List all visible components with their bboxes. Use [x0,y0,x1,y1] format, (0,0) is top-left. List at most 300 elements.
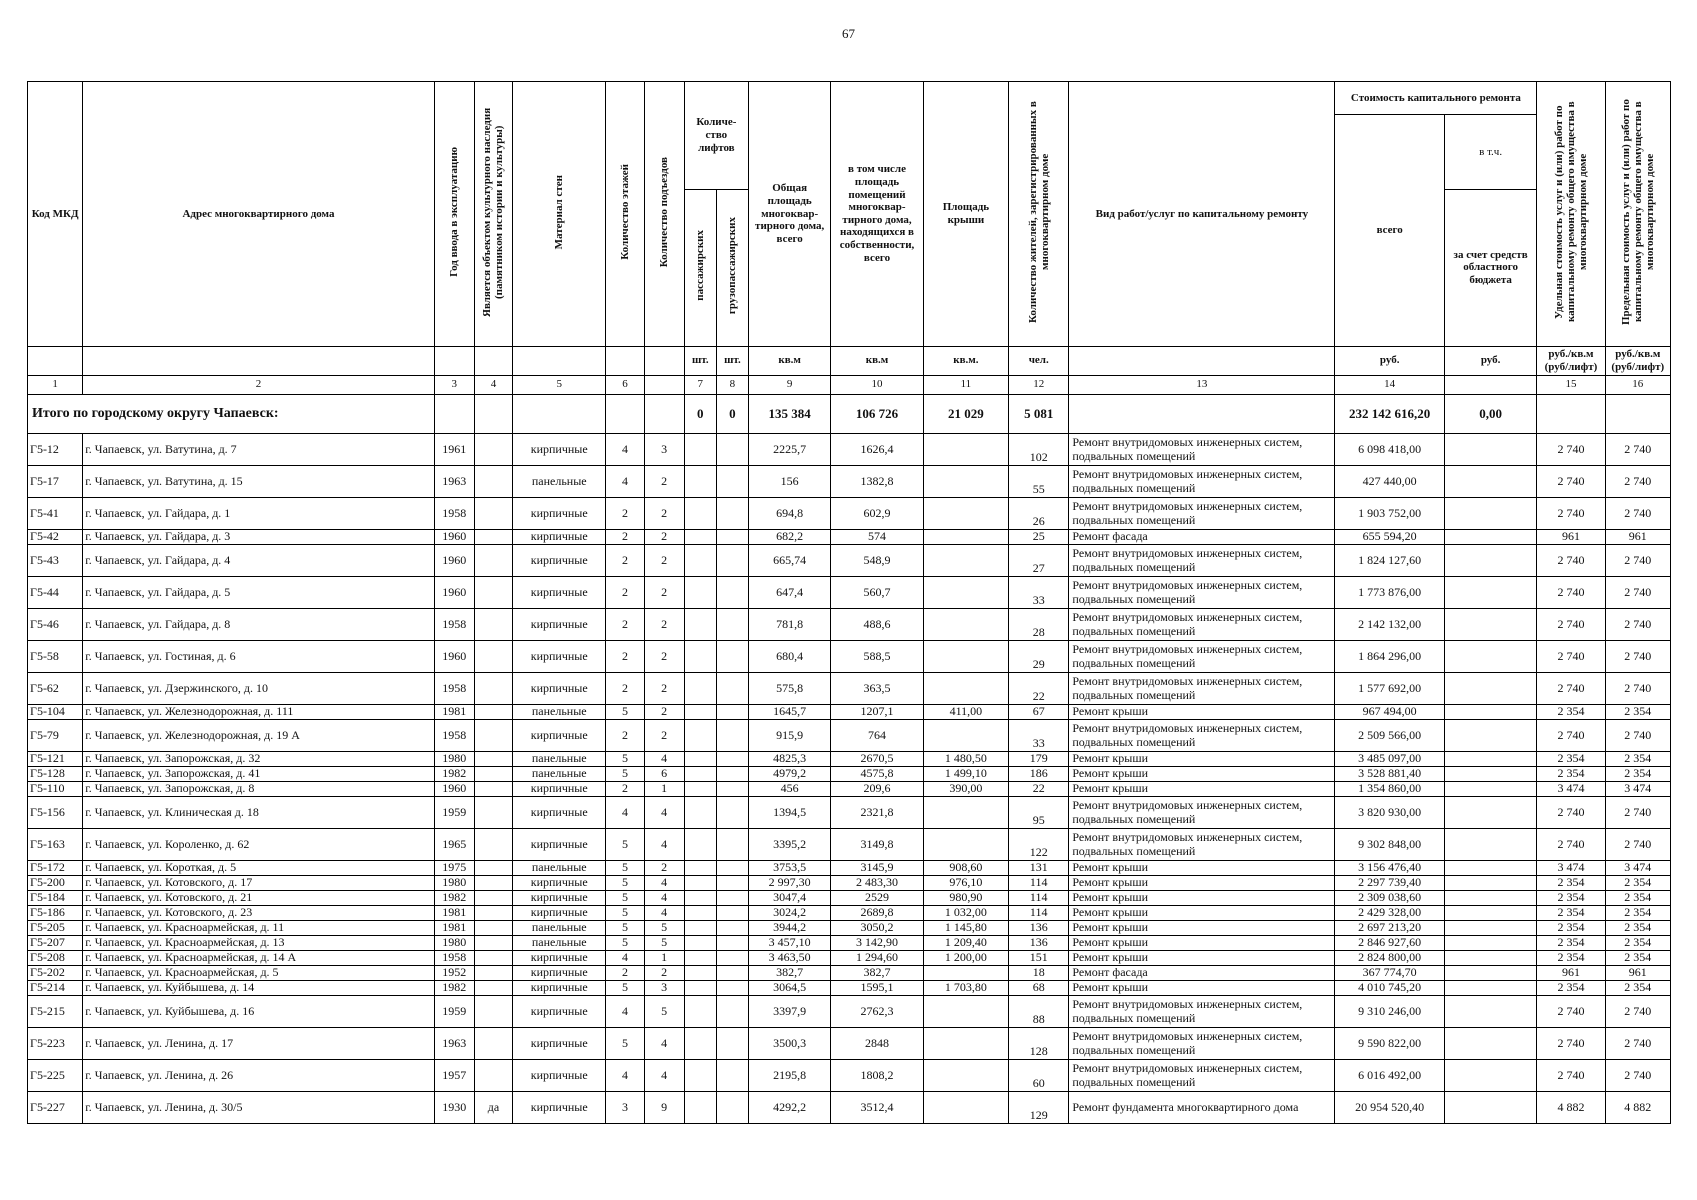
col-number: 13 [1069,375,1335,394]
cell-entrances: 4 [644,1027,684,1059]
cell-max-cost: 4 882 [1605,1091,1670,1123]
cell-year: 1981 [434,920,474,935]
col-number: 8 [716,375,748,394]
col-number: 1 [28,375,83,394]
cell-cost-total: 9 590 822,00 [1335,1027,1444,1059]
cell-year: 1982 [434,766,474,781]
cell-entrances: 4 [644,828,684,860]
unit-area-total: кв.м [748,346,830,375]
cell-lifts-passenger [684,465,716,497]
cell-address: г. Чапаевск, ул. Куйбышева, д. 14 [83,980,434,995]
cell-unit-cost: 2 740 [1537,640,1605,672]
total-residents: 5 081 [1009,394,1069,433]
cell-area-owned: 602,9 [831,497,923,529]
cell-year: 1982 [434,890,474,905]
cell-code: Г5-200 [28,875,83,890]
cell-lifts-passenger [684,433,716,465]
cell-address: г. Чапаевск, ул. Короленко, д. 62 [83,828,434,860]
cell-floors: 5 [606,980,644,995]
table-row [28,704,1671,719]
cell-residents: 33 [1009,576,1069,608]
cell-area-owned: 2762,3 [831,995,923,1027]
cell-wall: кирпичные [513,529,606,544]
cell-heritage [474,766,512,781]
cell-unit-cost: 4 882 [1537,1091,1605,1123]
cell-unit-cost: 2 740 [1537,497,1605,529]
cell-lifts-cargo [716,465,748,497]
cell-area-total: 665,74 [748,544,830,576]
cell-cost-total: 4 010 745,20 [1335,980,1444,995]
cell-wall: панельные [513,935,606,950]
table-row [28,890,1671,905]
cell-roof-area [923,640,1008,672]
cell-heritage [474,980,512,995]
cell-work-type: Ремонт фундамента многоквартирного дома [1069,1091,1335,1123]
cell-year: 1965 [434,828,474,860]
col-number: 2 [83,375,434,394]
cell-code: Г5-62 [28,672,83,704]
cell-area-total: 2225,7 [748,433,830,465]
cell-unit-cost: 2 740 [1537,433,1605,465]
cell-lifts-passenger [684,640,716,672]
cell-floors: 4 [606,433,644,465]
total-cost-regional: 0,00 [1444,394,1536,433]
cell-year: 1959 [434,796,474,828]
cell-address: г. Чапаевск, ул. Клиническая д. 18 [83,796,434,828]
table-row [28,672,1671,704]
cell-area-owned: 2689,8 [831,905,923,920]
cell-lifts-passenger [684,672,716,704]
cell-cost-total: 1 903 752,00 [1335,497,1444,529]
cell-floors: 2 [606,965,644,980]
cell-code: Г5-43 [28,544,83,576]
cell-work-type: Ремонт крыши [1069,766,1335,781]
table-row [28,497,1671,529]
cell-code: Г5-42 [28,529,83,544]
cell-area-owned: 764 [831,719,923,751]
table-row [28,544,1671,576]
cell-cost-total: 1 864 296,00 [1335,640,1444,672]
cell-cost-total: 3 820 930,00 [1335,796,1444,828]
cell-area-total: 647,4 [748,576,830,608]
cell-wall: кирпичные [513,576,606,608]
cell-lifts-passenger [684,766,716,781]
cell-floors: 2 [606,608,644,640]
cell-area-total: 694,8 [748,497,830,529]
cell-heritage [474,920,512,935]
cell-wall: кирпичные [513,497,606,529]
cell-area-total: 3500,3 [748,1027,830,1059]
cell-residents: 33 [1009,719,1069,751]
table-row [28,781,1671,796]
cell-residents: 114 [1009,905,1069,920]
table-row [28,980,1671,995]
cell-work-type: Ремонт внутридомовых инженерных систем, подвальных помещений [1069,1059,1335,1091]
cell-wall: кирпичные [513,828,606,860]
cell-work-type: Ремонт внутридомовых инженерных систем, подвальных помещений [1069,796,1335,828]
cell-heritage [474,704,512,719]
cell-address: г. Чапаевск, ул. Гайдара, д. 1 [83,497,434,529]
cell-cost-total: 2 309 038,60 [1335,890,1444,905]
total-area-total: 135 384 [748,394,830,433]
cell-lifts-cargo [716,905,748,920]
cell-lifts-cargo [716,672,748,704]
cell-code: Г5-184 [28,890,83,905]
cell-max-cost: 2 354 [1605,935,1670,950]
cell-heritage [474,497,512,529]
cell-year: 1980 [434,751,474,766]
cell-max-cost: 2 740 [1605,1027,1670,1059]
cell-roof-area [923,608,1008,640]
cell-cost-regional [1444,796,1536,828]
cell-code: Г5-208 [28,950,83,965]
cell-floors: 5 [606,935,644,950]
cell-unit-cost: 2 740 [1537,608,1605,640]
cell-area-owned: 1626,4 [831,433,923,465]
cell-wall: кирпичные [513,672,606,704]
cell-unit-cost: 3 474 [1537,860,1605,875]
cell-entrances: 4 [644,796,684,828]
header-residents: Количество жителей, зарегистрированных в многоквартирном доме [1009,82,1069,347]
cell-entrances: 6 [644,766,684,781]
cell-lifts-cargo [716,497,748,529]
cell-wall: кирпичные [513,433,606,465]
cell-entrances: 4 [644,905,684,920]
header-entrances: Количество подъездов [644,82,684,347]
header-max-cost: Предельная стоимость услуг и (или) работ по капитальному ремонту общего имущества в многоквартирном доме [1605,82,1670,347]
cell-heritage [474,433,512,465]
cell-area-total: 3 457,10 [748,935,830,950]
cell-floors: 5 [606,920,644,935]
cell-area-owned: 2848 [831,1027,923,1059]
cell-address: г. Чапаевск, ул. Ленина, д. 30/5 [83,1091,434,1123]
cell-wall: кирпичные [513,965,606,980]
cell-lifts-cargo [716,576,748,608]
cell-entrances: 2 [644,672,684,704]
header-roof-area: Площадь крыши [923,82,1008,347]
cell-roof-area [923,1027,1008,1059]
cell-cost-total: 1 824 127,60 [1335,544,1444,576]
cell-unit-cost: 2 354 [1537,980,1605,995]
cell-floors: 5 [606,766,644,781]
cell-lifts-cargo [716,1027,748,1059]
cell-entrances: 5 [644,995,684,1027]
cell-residents: 114 [1009,890,1069,905]
col-number: 5 [513,375,606,394]
page-number: 67 [842,26,855,41]
cell-cost-total: 2 824 800,00 [1335,950,1444,965]
cell-lifts-passenger [684,781,716,796]
cell-area-owned: 3050,2 [831,920,923,935]
cell-roof-area: 1 499,10 [923,766,1008,781]
cell-entrances: 3 [644,980,684,995]
units-row [28,346,1671,375]
col-number: 11 [923,375,1008,394]
table-row [28,875,1671,890]
cell-area-total: 1645,7 [748,704,830,719]
cell-work-type: Ремонт внутридомовых инженерных систем, подвальных помещений [1069,544,1335,576]
cell-floors: 4 [606,465,644,497]
cell-cost-total: 427 440,00 [1335,465,1444,497]
cell-year: 1975 [434,860,474,875]
total-section [28,394,1671,433]
cell-address: г. Чапаевск, ул. Ленина, д. 17 [83,1027,434,1059]
cell-max-cost: 2 740 [1605,608,1670,640]
cell-address: г. Чапаевск, ул. Красноармейская, д. 5 [83,965,434,980]
cell-roof-area [923,576,1008,608]
table-row [28,935,1671,950]
cell-heritage [474,1027,512,1059]
cell-heritage [474,950,512,965]
cell-wall: кирпичные [513,905,606,920]
cell-area-total: 4979,2 [748,766,830,781]
cell-cost-total: 3 485 097,00 [1335,751,1444,766]
cell-lifts-cargo [716,751,748,766]
table-row [28,1027,1671,1059]
cell-wall: кирпичные [513,719,606,751]
cell-heritage [474,1059,512,1091]
cell-roof-area [923,828,1008,860]
cell-code: Г5-205 [28,920,83,935]
cell-wall: панельные [513,704,606,719]
cell-residents: 88 [1009,995,1069,1027]
cell-work-type: Ремонт внутридомовых инженерных систем, подвальных помещений [1069,672,1335,704]
cell-cost-total: 9 310 246,00 [1335,995,1444,1027]
cell-unit-cost: 2 354 [1537,890,1605,905]
cell-lifts-passenger [684,1091,716,1123]
cell-cost-total: 3 528 881,40 [1335,766,1444,781]
cell-unit-cost: 2 354 [1537,875,1605,890]
cell-code: Г5-104 [28,704,83,719]
cell-area-owned: 4575,8 [831,766,923,781]
cell-lifts-passenger [684,751,716,766]
cell-cost-regional [1444,965,1536,980]
cell-max-cost: 2 354 [1605,980,1670,995]
header-lifts-passenger: пассажирских [684,189,716,346]
cell-cost-total: 367 774,70 [1335,965,1444,980]
cell-wall: кирпичные [513,544,606,576]
cell-work-type: Ремонт фасада [1069,529,1335,544]
cell-roof-area [923,433,1008,465]
cell-year: 1981 [434,704,474,719]
cell-heritage [474,905,512,920]
unit-residents: чел. [1009,346,1069,375]
cell-roof-area [923,544,1008,576]
cell-residents: 114 [1009,875,1069,890]
cell-work-type: Ремонт внутридомовых инженерных систем, подвальных помещений [1069,465,1335,497]
cell-entrances: 1 [644,950,684,965]
col-number: 10 [831,375,923,394]
cell-work-type: Ремонт крыши [1069,890,1335,905]
table-row [28,905,1671,920]
cell-work-type: Ремонт фасада [1069,965,1335,980]
cell-area-owned: 382,7 [831,965,923,980]
cell-unit-cost: 2 740 [1537,796,1605,828]
header-wall-material: Материал стен [513,82,606,347]
cell-cost-regional [1444,1027,1536,1059]
cell-code: Г5-44 [28,576,83,608]
cell-area-owned: 2670,5 [831,751,923,766]
cell-address: г. Чапаевск, ул. Запорожская, д. 8 [83,781,434,796]
cell-roof-area: 411,00 [923,704,1008,719]
cell-area-owned: 363,5 [831,672,923,704]
cell-floors: 5 [606,1027,644,1059]
cell-area-total: 4825,3 [748,751,830,766]
cell-work-type: Ремонт внутридомовых инженерных систем, подвальных помещений [1069,497,1335,529]
cell-max-cost: 2 740 [1605,719,1670,751]
cell-area-owned: 1808,2 [831,1059,923,1091]
cell-entrances: 2 [644,640,684,672]
unit-unit-cost: руб./кв.м (руб/лифт) [1537,346,1605,375]
cell-floors: 2 [606,529,644,544]
cell-roof-area: 390,00 [923,781,1008,796]
table-row [28,796,1671,828]
cell-residents: 22 [1009,672,1069,704]
cell-area-total: 3397,9 [748,995,830,1027]
cell-cost-total: 6 016 492,00 [1335,1059,1444,1091]
cell-unit-cost: 2 740 [1537,465,1605,497]
cell-max-cost: 2 354 [1605,890,1670,905]
cell-cost-regional [1444,751,1536,766]
cell-entrances: 9 [644,1091,684,1123]
cell-roof-area: 976,10 [923,875,1008,890]
cell-cost-regional [1444,465,1536,497]
cell-heritage [474,965,512,980]
cell-residents: 60 [1009,1059,1069,1091]
cell-address: г. Чапаевск, ул. Дзержинского, д. 10 [83,672,434,704]
cell-lifts-cargo [716,828,748,860]
cell-cost-regional [1444,890,1536,905]
table-row [28,965,1671,980]
header-heritage: Является объектом культурного наследия (памятником истории и культуры) [474,82,512,347]
cell-year: 1958 [434,719,474,751]
cell-cost-total: 1 773 876,00 [1335,576,1444,608]
cell-work-type: Ремонт крыши [1069,704,1335,719]
cell-lifts-passenger [684,828,716,860]
cell-year: 1960 [434,640,474,672]
cell-floors: 5 [606,704,644,719]
cell-entrances: 2 [644,719,684,751]
cell-residents: 136 [1009,920,1069,935]
cell-cost-regional [1444,704,1536,719]
cell-wall: кирпичные [513,1027,606,1059]
cell-cost-total: 1 577 692,00 [1335,672,1444,704]
cell-cost-total: 2 846 927,60 [1335,935,1444,950]
capital-repair-table [27,81,1671,1124]
cell-max-cost: 2 354 [1605,950,1670,965]
cell-area-total: 3944,2 [748,920,830,935]
cell-lifts-passenger [684,890,716,905]
cell-max-cost: 2 740 [1605,796,1670,828]
cell-floors: 4 [606,950,644,965]
cell-area-total: 3047,4 [748,890,830,905]
unit-cost-regional: руб. [1444,346,1536,375]
cell-code: Г5-46 [28,608,83,640]
cell-area-owned: 3145,9 [831,860,923,875]
cell-year: 1980 [434,935,474,950]
cell-work-type: Ремонт крыши [1069,935,1335,950]
cell-wall: кирпичные [513,640,606,672]
cell-unit-cost: 2 354 [1537,905,1605,920]
cell-year: 1959 [434,995,474,1027]
cell-code: Г5-163 [28,828,83,860]
cell-cost-regional [1444,905,1536,920]
cell-area-owned: 1207,1 [831,704,923,719]
cell-area-total: 3024,2 [748,905,830,920]
cell-work-type: Ремонт внутридомовых инженерных систем, подвальных помещений [1069,828,1335,860]
cell-area-total: 3753,5 [748,860,830,875]
cell-unit-cost: 2 740 [1537,995,1605,1027]
cell-entrances: 2 [644,576,684,608]
cell-area-owned: 588,5 [831,640,923,672]
cell-lifts-passenger [684,796,716,828]
cell-max-cost: 2 354 [1605,704,1670,719]
cell-lifts-cargo [716,640,748,672]
cell-heritage [474,719,512,751]
cell-code: Г5-172 [28,860,83,875]
cell-floors: 5 [606,751,644,766]
cell-lifts-cargo [716,860,748,875]
col-number: 14 [1335,375,1444,394]
cell-area-total: 575,8 [748,672,830,704]
cell-lifts-cargo [716,796,748,828]
cell-work-type: Ремонт внутридомовых инженерных систем, подвальных помещений [1069,433,1335,465]
cell-work-type: Ремонт внутридомовых инженерных систем, подвальных помещений [1069,995,1335,1027]
cell-floors: 4 [606,1059,644,1091]
cell-entrances: 2 [644,704,684,719]
cell-residents: 122 [1009,828,1069,860]
header-work-type: Вид работ/услуг по капитальному ремонту [1069,82,1335,347]
cell-max-cost: 2 740 [1605,640,1670,672]
cell-residents: 26 [1009,497,1069,529]
cell-lifts-cargo [716,1059,748,1091]
cell-area-owned: 2 483,30 [831,875,923,890]
cell-cost-total: 2 142 132,00 [1335,608,1444,640]
cell-lifts-cargo [716,544,748,576]
cell-area-owned: 574 [831,529,923,544]
unit-max-cost: руб./кв.м (руб/лифт) [1605,346,1670,375]
cell-address: г. Чапаевск, ул. Котовского, д. 23 [83,905,434,920]
cell-residents: 68 [1009,980,1069,995]
cell-code: Г5-225 [28,1059,83,1091]
cell-work-type: Ремонт внутридомовых инженерных систем, подвальных помещений [1069,1027,1335,1059]
cell-year: 1930 [434,1091,474,1123]
cell-max-cost: 2 354 [1605,766,1670,781]
cell-work-type: Ремонт крыши [1069,905,1335,920]
cell-max-cost: 961 [1605,965,1670,980]
cell-floors: 2 [606,672,644,704]
header-area-total: Общая площадь многоквар-тирного дома, всего [748,82,830,347]
cell-roof-area [923,995,1008,1027]
cell-cost-regional [1444,672,1536,704]
cell-lifts-passenger [684,608,716,640]
cell-floors: 5 [606,890,644,905]
cell-year: 1963 [434,1027,474,1059]
cell-residents: 27 [1009,544,1069,576]
cell-entrances: 2 [644,860,684,875]
total-cost: 232 142 616,20 [1335,394,1444,433]
cell-unit-cost: 2 354 [1537,920,1605,935]
cell-max-cost: 2 740 [1605,828,1670,860]
cell-code: Г5-186 [28,905,83,920]
cell-max-cost: 2 740 [1605,544,1670,576]
col-number: 16 [1605,375,1670,394]
cell-heritage [474,576,512,608]
header-cost-group: Стоимость капитального ремонта [1335,82,1537,115]
cell-roof-area: 1 703,80 [923,980,1008,995]
cell-residents: 102 [1009,433,1069,465]
cell-unit-cost: 2 354 [1537,766,1605,781]
